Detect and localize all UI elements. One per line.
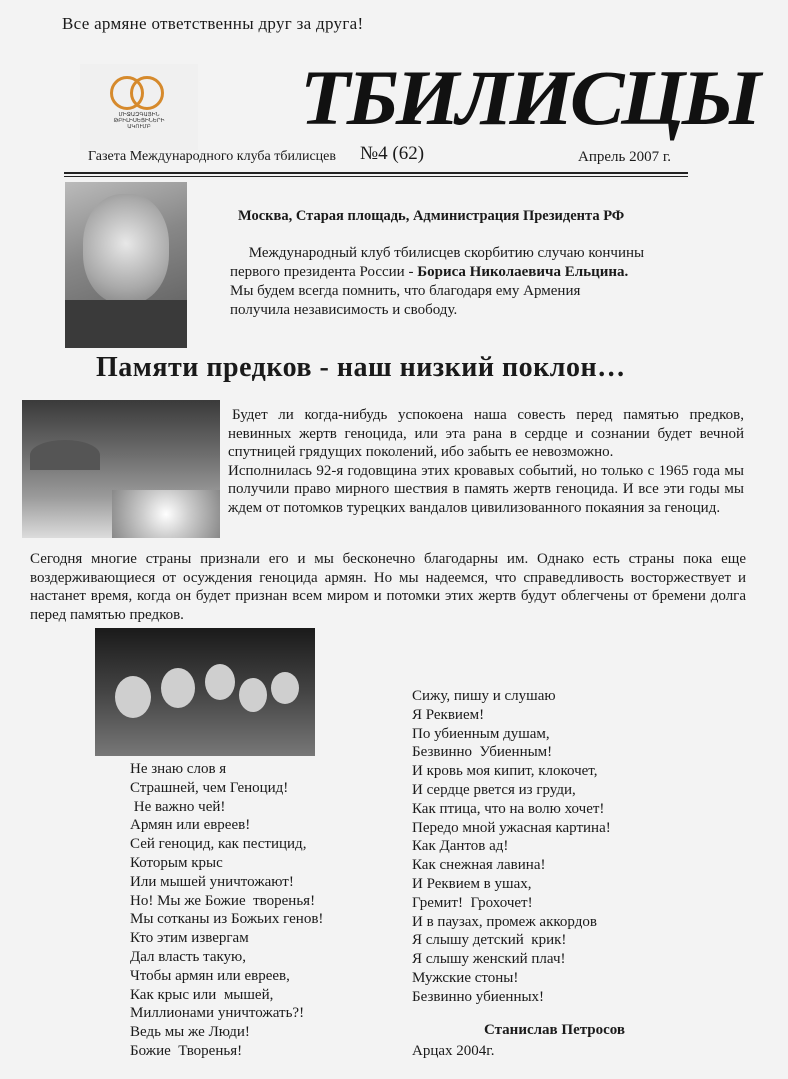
poem-line: Которым крыс [130,854,223,871]
condolence-line: Мы будем всегда помнить, что благодаря ему Армения [230,283,581,299]
poem-line: Как снежная лавина! [412,857,546,874]
condolence-text [230,244,700,320]
article-paragraph: Исполнилась 92-я годовщина этих кровавых событий, но только с 1965 года мы получили право мирного шествия в память жертв геноцида. И все эти годы мы ждем от потомков турецких вандалов цивилизованного покаяния за геноцид. [228,462,744,516]
poem-line: Как крыс или мышей, [130,986,274,1003]
poem-line: Сей геноцид, как пестицид, [130,836,307,853]
poem-line: Я Реквием! [412,706,485,723]
poem-line: И Реквием в ушах, [412,875,532,892]
poem-line: По убиенным душам, [412,725,550,742]
poem-line: Но! Мы же Божие творенья! [130,892,316,909]
club-logo [80,64,198,150]
poem-line: Или мышей уничтожают! [130,873,294,890]
condolence-address: Москва, Старая площадь, Администрация Президента РФ [238,208,625,224]
poem-line: Передо мной ужасная картина! [412,819,611,836]
poem-line: Гремит! Грохочет! [412,894,533,911]
header-rule [64,172,688,174]
poem-right-column [412,687,611,1007]
memorial-march-photo [22,400,220,538]
poem-line: Как Дантов ад! [412,838,509,855]
article-paragraph: Будет ли когда-нибудь успокоена наша совесть перед памятью предков, невинных жертв геноцида, или эта рана в сердце и сознании будет вечной спутницей грядущих поколений, ибо забыть ее невозможно. [228,407,744,460]
poem-line: Мы сотканы из Божьих генов! [130,911,324,928]
condolence-line: получила независимость и свободу. [230,302,458,318]
poem-line: И кровь моя кипит, клокочет, [412,763,598,780]
logo-text: ՄԻՋԱԶԳԱՅԻՆ ԹԲԻԼԻՍԵՑԻՆԵՐԻ ԱԿՈՒՄԲ [113,112,165,130]
poem-left-column [130,760,323,1061]
poem-line: Я слышу детский крик! [412,932,567,949]
mourners-photo [95,628,315,756]
poem-line: Миллионами уничтожать?! [130,1005,305,1022]
poem-line: Безвинно Убиенным! [412,744,553,761]
motto: Все армяне ответственны друг за друга! [62,14,364,33]
poem-line: И сердце рвется из груди, [412,781,576,798]
poem-line: Дал власть такую, [130,948,247,965]
poem-line: Ведь мы же Люди! [130,1024,250,1041]
issue-date: Апрель 2007 г. [578,149,672,165]
issue-number: №4 (62) [360,143,425,164]
yeltsin-portrait [65,182,187,348]
poem-line: Чтобы армян или евреев, [130,967,290,984]
poem-line: И в паузах, промеж аккордов [412,913,597,930]
poem-line: Я слышу женский плач! [412,951,566,968]
newspaper-subtitle: Газета Международного клуба тбилисцев [88,149,336,164]
article-paragraph: Сегодня многие страны признали его и мы бесконечно благодарны им. Однако есть страны пока еще воздерживающиеся от осуждения геноцида армян. Но мы надеемся, что справедливость восторжествует и настанет время, когда он будет признан всем миром и потомки этих жертв будут облегчены от бремени долга перед памятью предков. [30,551,746,623]
poem-line: Не важно чей! [130,798,226,815]
poem-line: Безвинно убиенных! [412,988,545,1005]
poem-author: Станислав Петросов [484,1022,625,1038]
poem-line: Как птица, что на волю хочет! [412,800,605,817]
condolence-name: Бориса Николаевича Ельцина. [417,264,629,280]
poem-line: Кто этим извергам [130,930,249,947]
poem-line: Страшней, чем Геноцид! [130,779,289,796]
poem-line: Не знаю слов я [130,761,227,777]
poem-line: Мужские стоны! [412,969,519,986]
article-body-top [228,406,744,517]
poem-place-date: Арцах 2004г. [412,1043,495,1059]
logo-ring-icon [130,76,164,110]
condolence-line: первого президента России - [230,264,418,280]
poem-line: Сижу, пишу и слушаю [412,688,556,704]
poem-line: Армян или евреев! [130,817,251,834]
newspaper-title: ТБИЛИСЦЫ [300,54,759,141]
header-rule-thin [64,176,688,177]
poem-line: Божие Творенья! [130,1042,243,1059]
condolence-line: Международный клуб тбилисцев скорбитию случаю кончины [248,245,645,261]
article-headline: Памяти предков - наш низкий поклон… [96,352,626,383]
